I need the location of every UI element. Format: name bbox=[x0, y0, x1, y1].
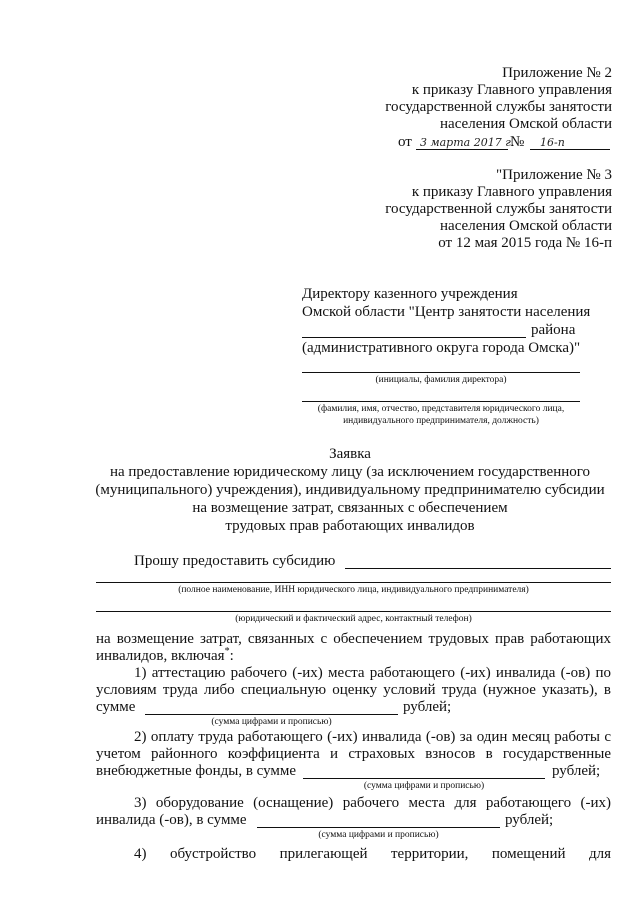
appendix3-line1: к приказу Главного управления bbox=[411, 184, 612, 200]
item2-sum-caption: (сумма цифрами и прописью) bbox=[363, 781, 485, 791]
footnote-asterisk: * bbox=[224, 646, 230, 657]
caption-name: (полное наименование, ИНН юридического лица, индивидуального предпринимателя) bbox=[178, 585, 529, 595]
caption-applicant-2: индивидуального предпринимателя, должность) bbox=[343, 416, 539, 426]
item2-line2: учетом районного коэффициента и страховых взносов в государственные bbox=[96, 746, 611, 762]
appendix3-line3: населения Омской области bbox=[440, 218, 612, 234]
purpose-text: инвалидов, включая bbox=[96, 648, 225, 664]
number-handwritten: 16-п bbox=[540, 136, 565, 149]
appendix3-line2: государственной службы занятости bbox=[385, 201, 612, 217]
item1-sum-field bbox=[145, 714, 398, 715]
addressee-line1: Директору казенного учреждения bbox=[302, 286, 518, 302]
item3-rub: рублей; bbox=[505, 812, 554, 828]
purpose-line1: на возмещение затрат, связанных с обеспечением трудовых прав работающих bbox=[96, 631, 611, 647]
heading-title: Заявка bbox=[329, 446, 371, 462]
item1-sum-caption: (сумма цифрами и прописью) bbox=[211, 717, 332, 727]
item1-line2: условиям труда либо специальную оценку условий труда (нужное указать), в bbox=[96, 682, 611, 698]
appendix2-line3: населения Омской области bbox=[440, 116, 612, 132]
applicant-name-field bbox=[96, 582, 611, 583]
appendix2-title: Приложение № 2 bbox=[502, 65, 612, 81]
heading-line4: трудовых прав работающих инвалидов bbox=[225, 518, 475, 534]
heading-line1: на предоставление юридическому лицу (за исключением государственного bbox=[109, 464, 591, 480]
applicant-field bbox=[302, 401, 580, 402]
appendix2-number-sign: № bbox=[510, 134, 525, 150]
caption-applicant-1: (фамилия, имя, отчество, представителя юридического лица, bbox=[317, 404, 565, 414]
item2-line3: внебюджетные фонды, в сумме bbox=[96, 763, 297, 779]
purpose-colon: : bbox=[229, 648, 234, 664]
address-field bbox=[96, 611, 611, 612]
item3-line2: инвалида (-ов), в сумме bbox=[96, 812, 247, 828]
item1-sum-label: сумме bbox=[96, 699, 136, 715]
appendix2-from: от bbox=[398, 134, 412, 150]
item2-sum-field bbox=[303, 778, 545, 779]
addressee-line2: Омской области "Центр занятости населения bbox=[302, 304, 591, 320]
director-name-field bbox=[302, 372, 580, 373]
district-field bbox=[302, 337, 526, 338]
heading-line3: на возмещение затрат, связанных с обеспечением bbox=[192, 500, 508, 516]
item3-line1: 3) оборудование (оснащение) рабочего места для работающего (-их) bbox=[134, 795, 611, 811]
item1-rub: рублей; bbox=[403, 699, 452, 715]
item3-sum-field bbox=[257, 827, 500, 828]
caption-initials: (инициалы, фамилия директора) bbox=[375, 375, 507, 385]
appendix3-title: "Приложение № 3 bbox=[496, 167, 612, 183]
item4-line1: 4) обустройство прилегающей территории, помещений для bbox=[134, 846, 611, 862]
appendix2-line1: к приказу Главного управления bbox=[411, 82, 612, 98]
appendix3-line4: от 12 мая 2015 года № 16-п bbox=[438, 235, 612, 251]
item2-line1: 2) оплату труда работающего (-их) инвалида (-ов) за один месяц работы с bbox=[134, 729, 611, 745]
addressee-line3-suffix: района bbox=[531, 322, 576, 338]
appendix2-line2: государственной службы занятости bbox=[385, 99, 612, 115]
item3-sum-caption: (сумма цифрами и прописью) bbox=[318, 830, 439, 840]
request-text: Прошу предоставить субсидию bbox=[134, 553, 336, 569]
item2-rub: рублей; bbox=[552, 763, 601, 779]
heading-line2: (муниципального) учреждения), индивидуальному предпринимателю субсидии bbox=[95, 482, 605, 498]
caption-address: (юридический и фактический адрес, контактный телефон) bbox=[235, 614, 472, 624]
addressee-line4: (административного округа города Омска)" bbox=[302, 340, 581, 356]
item1-line1: 1) аттестацию рабочего (-их) места работающего (-их) инвалида (-ов) по bbox=[134, 665, 611, 681]
subsidy-field bbox=[345, 568, 611, 569]
date-handwritten: 3 марта 2017 г. bbox=[420, 136, 515, 149]
